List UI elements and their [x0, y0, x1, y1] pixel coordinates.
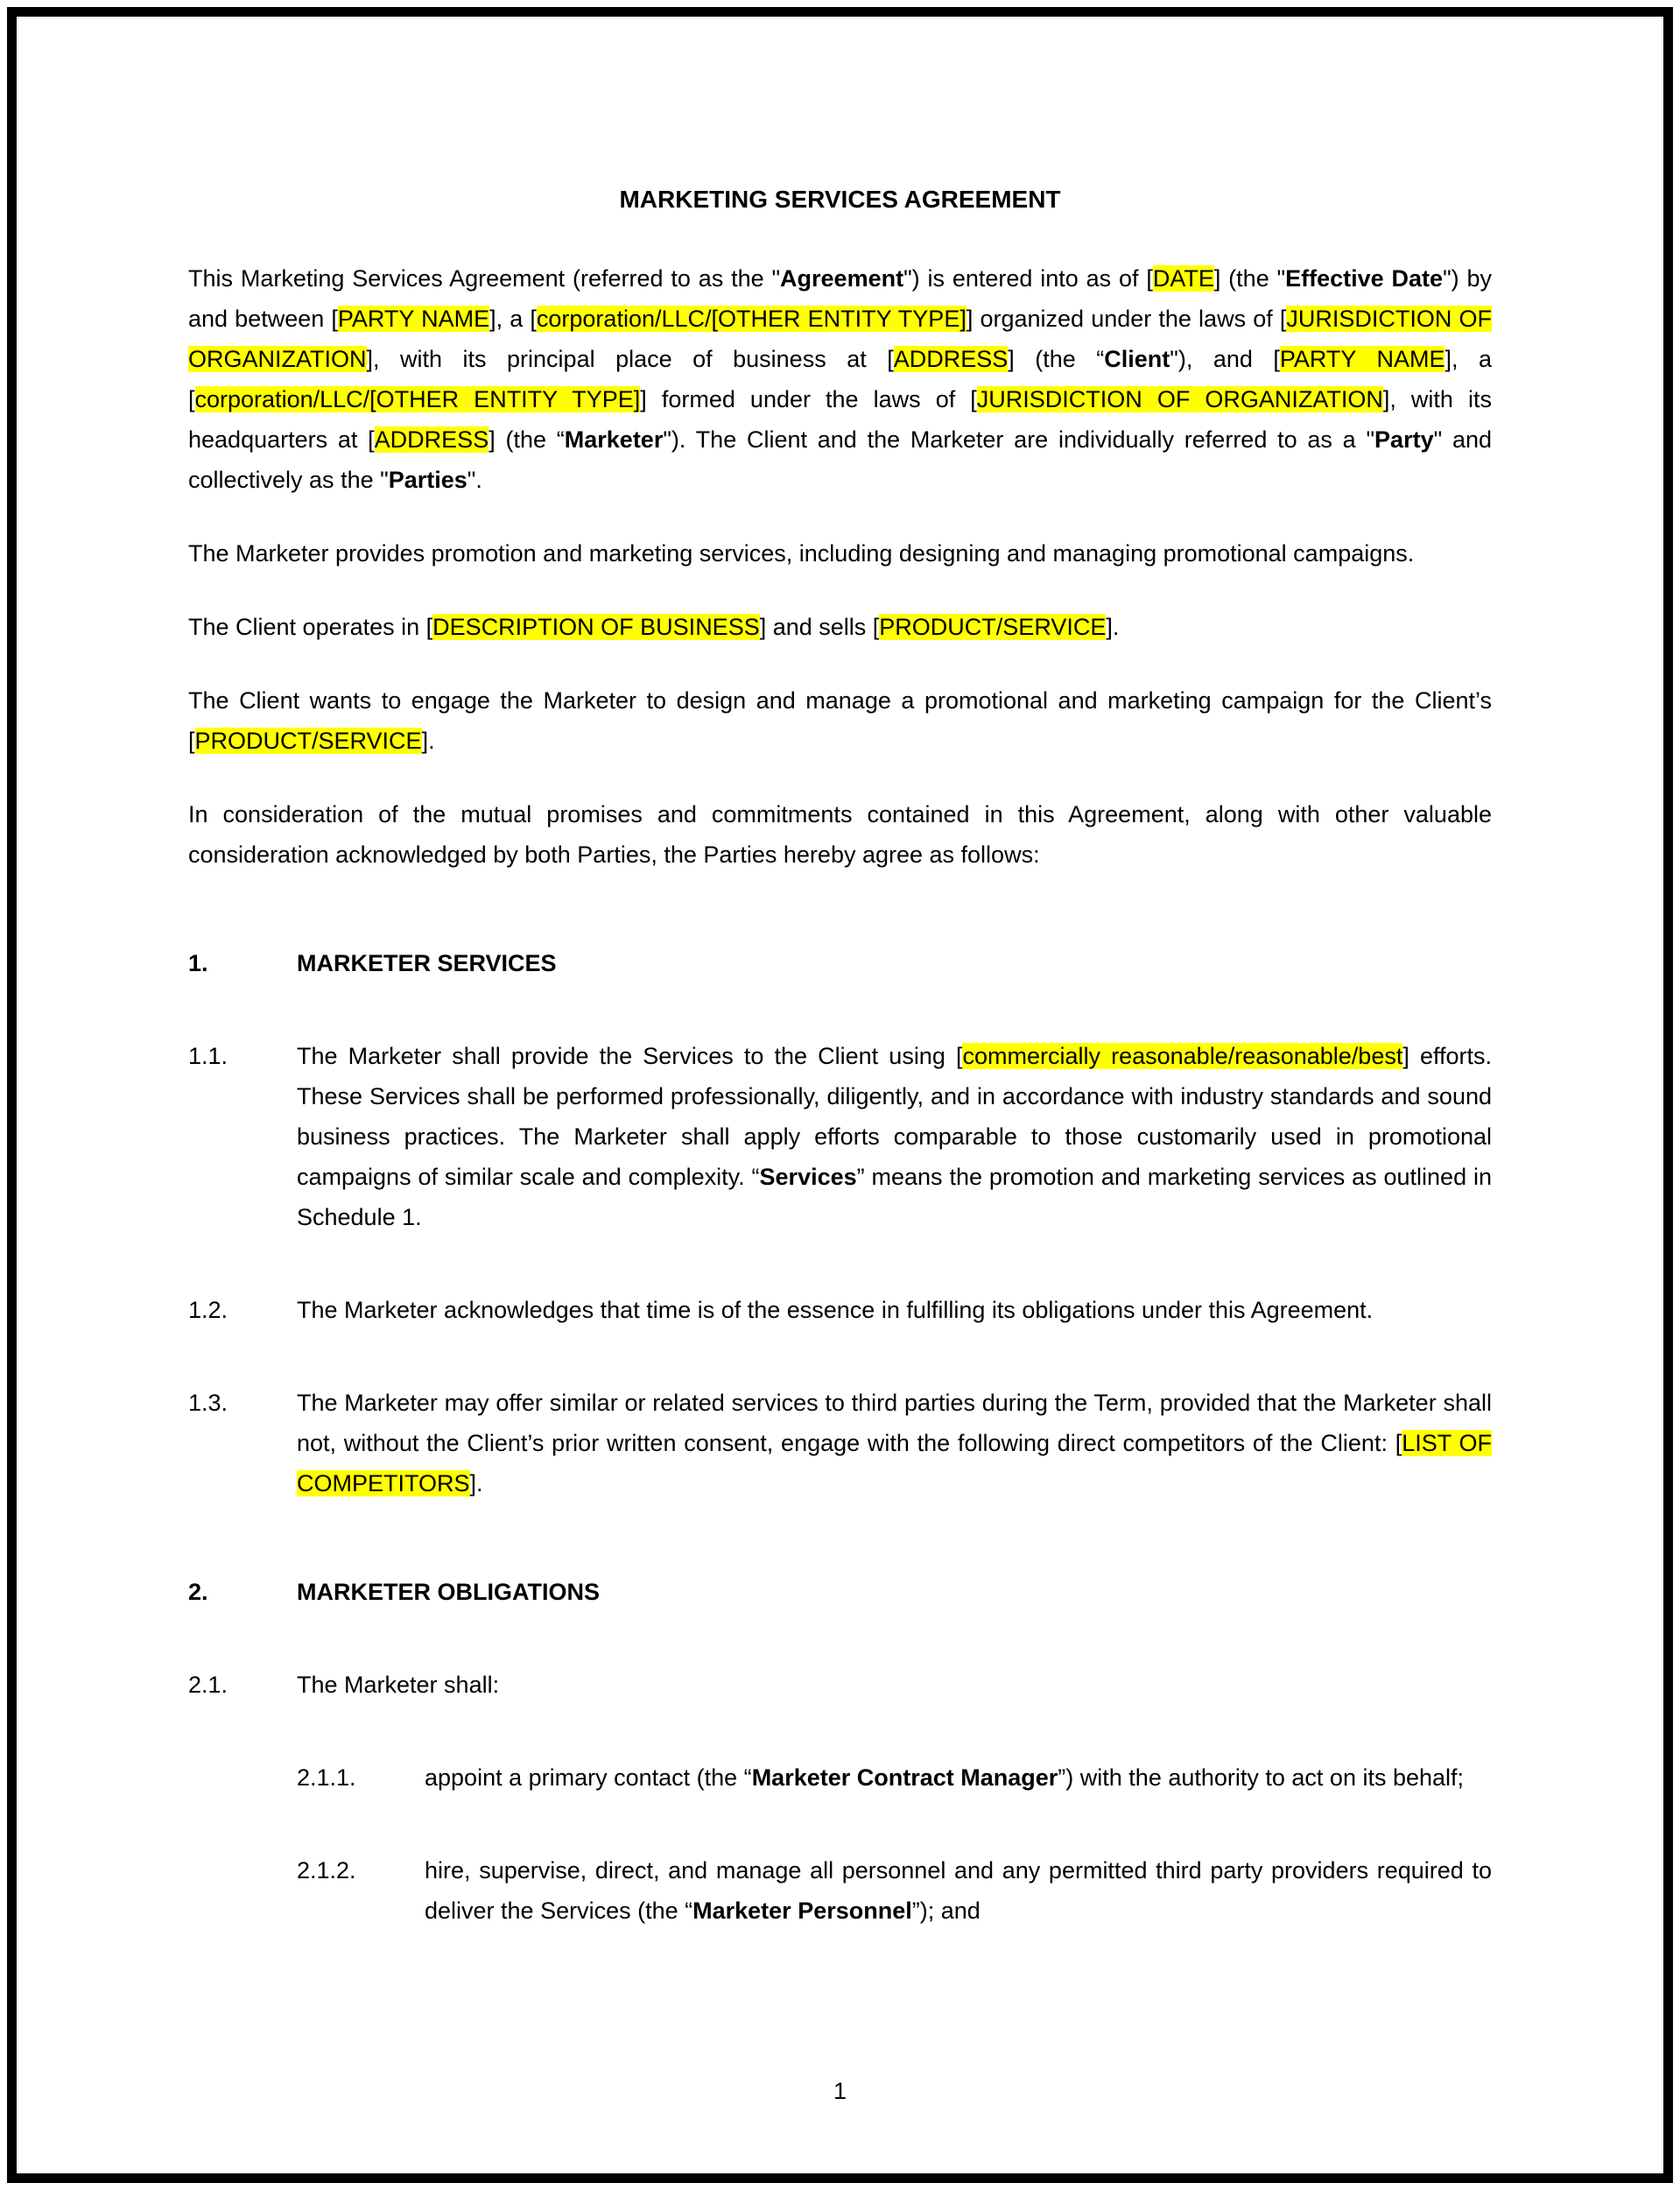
text-run: " and collectively as the "	[188, 426, 1492, 493]
clause	[188, 1757, 1492, 1798]
text-run: appoint a primary contact (the “	[425, 1764, 752, 1791]
text-run: Agreement	[780, 265, 904, 292]
text-run: Party	[1374, 426, 1434, 453]
clause	[188, 1850, 1492, 1931]
placeholder-field: PARTY NAME	[337, 306, 490, 332]
paragraph	[188, 607, 1492, 647]
text-run: ] (the "	[1213, 265, 1286, 292]
section-heading	[188, 943, 1492, 983]
text-run: The Marketer shall:	[297, 1672, 500, 1698]
text-run: "), and [	[1170, 346, 1280, 372]
text-run: Marketer Personnel	[692, 1898, 912, 1924]
clause-text	[297, 1383, 1492, 1503]
clause-number: 1.1.	[188, 1043, 228, 1069]
clause-number: 1.	[188, 950, 208, 976]
placeholder-field: DESCRIPTION OF BUSINESS	[432, 614, 760, 640]
text-run: The Marketer provides promotion and marketing services, including designing and managing promotional campaigns.	[188, 540, 1415, 567]
clause-text	[425, 1757, 1492, 1798]
text-run: "). The Client and the Marketer are individually referred to as a "	[663, 426, 1375, 453]
clause-number: 2.1.2.	[297, 1857, 356, 1884]
text-run: Client	[1104, 346, 1170, 372]
text-run: hire, supervise, direct, and manage all personnel and any permitted third party providers required to deliver the Services (the “	[425, 1857, 1492, 1924]
text-run: Services	[759, 1164, 857, 1190]
placeholder-field: LIST OF COMPETITORS	[297, 1430, 1492, 1496]
clause-number: 2.	[188, 1579, 208, 1605]
placeholder-field: corporation/LLC/[OTHER ENTITY TYPE]	[536, 306, 967, 332]
text-run: ") by and between [	[188, 265, 1492, 332]
text-run: This Marketing Services Agreement (referred to as the "	[188, 265, 781, 292]
text-run: ], a [	[489, 306, 537, 332]
placeholder-field: commercially reasonable/reasonable/best	[962, 1043, 1403, 1069]
document-title: MARKETING SERVICES AGREEMENT	[619, 186, 1061, 213]
clause	[188, 1036, 1492, 1237]
placeholder-field: JURISDICTION OF ORGANIZATION	[188, 306, 1492, 372]
text-run: The Client operates in [	[188, 614, 433, 640]
text-run: ”); and	[911, 1898, 981, 1924]
clause-text	[297, 1036, 1492, 1237]
clause-text	[297, 943, 1492, 983]
text-run: MARKETER OBLIGATIONS	[297, 1579, 600, 1605]
clause-text	[297, 1290, 1492, 1330]
text-run: ] formed under the laws of [	[640, 386, 977, 412]
clause	[188, 1290, 1492, 1330]
clause	[188, 1383, 1492, 1503]
clause-number: 1.3.	[188, 1390, 228, 1416]
text-run: ].	[469, 1470, 483, 1496]
text-run: ".	[467, 467, 482, 493]
clause-number: 1.2.	[188, 1297, 228, 1323]
clause-text	[297, 1665, 1492, 1705]
paragraph	[188, 680, 1492, 761]
page-number: 1	[833, 2078, 847, 2104]
text-run: Effective Date	[1285, 265, 1444, 292]
text-run: In consideration of the mutual promises and commitments contained in this Agreement, along with other valuable consideration acknowledged by both Parties, the Parties hereby agree as follows:	[188, 801, 1492, 868]
text-run: The Marketer may offer similar or related services to third parties during the Term, provided that the Marketer shall not, without the Client’s prior written consent, engage with the following direct competitors of the Client: [	[297, 1390, 1492, 1456]
text-run: ] organized under the laws of [	[966, 306, 1287, 332]
paragraph	[188, 533, 1492, 574]
text-run: Marketer Contract Manager	[751, 1764, 1058, 1791]
text-run: The Client wants to engage the Marketer to design and manage a promotional and marketing campaign for the Client’s [	[188, 687, 1492, 754]
text-run: ].	[421, 728, 435, 754]
text-run: ") is entered into as of [	[903, 265, 1153, 292]
text-run: Parties	[388, 467, 467, 493]
placeholder-field: PARTY NAME	[1279, 346, 1445, 372]
paragraph	[188, 258, 1492, 500]
text-run: ] (the “	[489, 426, 565, 453]
text-run: ” means the promotion and marketing services as outlined in Schedule 1.	[297, 1164, 1492, 1230]
text-run: ], with its headquarters at [	[188, 386, 1492, 453]
paragraph	[188, 794, 1492, 875]
document-page	[17, 17, 1663, 2173]
page-border-frame	[7, 7, 1673, 2183]
clause-text	[425, 1850, 1492, 1931]
text-run: ], a [	[188, 346, 1492, 412]
text-run: The Marketer acknowledges that time is of the essence in fulfilling its obligations under this Agreement.	[297, 1297, 1374, 1323]
clause-number: 2.1.1.	[297, 1764, 356, 1791]
text-run: ”) with the authority to act on its behalf;	[1058, 1764, 1465, 1791]
placeholder-field: ADDRESS	[893, 346, 1009, 372]
text-run: ] and sells [	[759, 614, 880, 640]
placeholder-field: JURISDICTION OF ORGANIZATION	[976, 386, 1383, 412]
placeholder-field: ADDRESS	[374, 426, 489, 453]
placeholder-field: corporation/LLC/[OTHER ENTITY TYPE]	[194, 386, 641, 412]
placeholder-field: PRODUCT/SERVICE	[194, 728, 422, 754]
text-run: Marketer	[564, 426, 664, 453]
clause-number: 2.1.	[188, 1672, 228, 1698]
text-run: ].	[1106, 614, 1120, 640]
text-run: ], with its principal place of business at [	[366, 346, 894, 372]
placeholder-field: PRODUCT/SERVICE	[879, 614, 1107, 640]
section-heading	[188, 1572, 1492, 1612]
text-run: MARKETER SERVICES	[297, 950, 557, 976]
text-run: ] efforts. These Services shall be performed professionally, diligently, and in accordance with industry standards and sound business practices. The Marketer shall apply efforts comparable to those customarily used in promotional campaigns of similar scale and complexity. “	[297, 1043, 1493, 1190]
text-run: The Marketer shall provide the Services to the Client using [	[297, 1043, 963, 1069]
text-run: ] (the “	[1008, 346, 1105, 372]
clause-text	[297, 1572, 1492, 1612]
clause	[188, 1665, 1492, 1705]
placeholder-field: DATE	[1152, 265, 1214, 292]
document-content	[188, 258, 1492, 1931]
